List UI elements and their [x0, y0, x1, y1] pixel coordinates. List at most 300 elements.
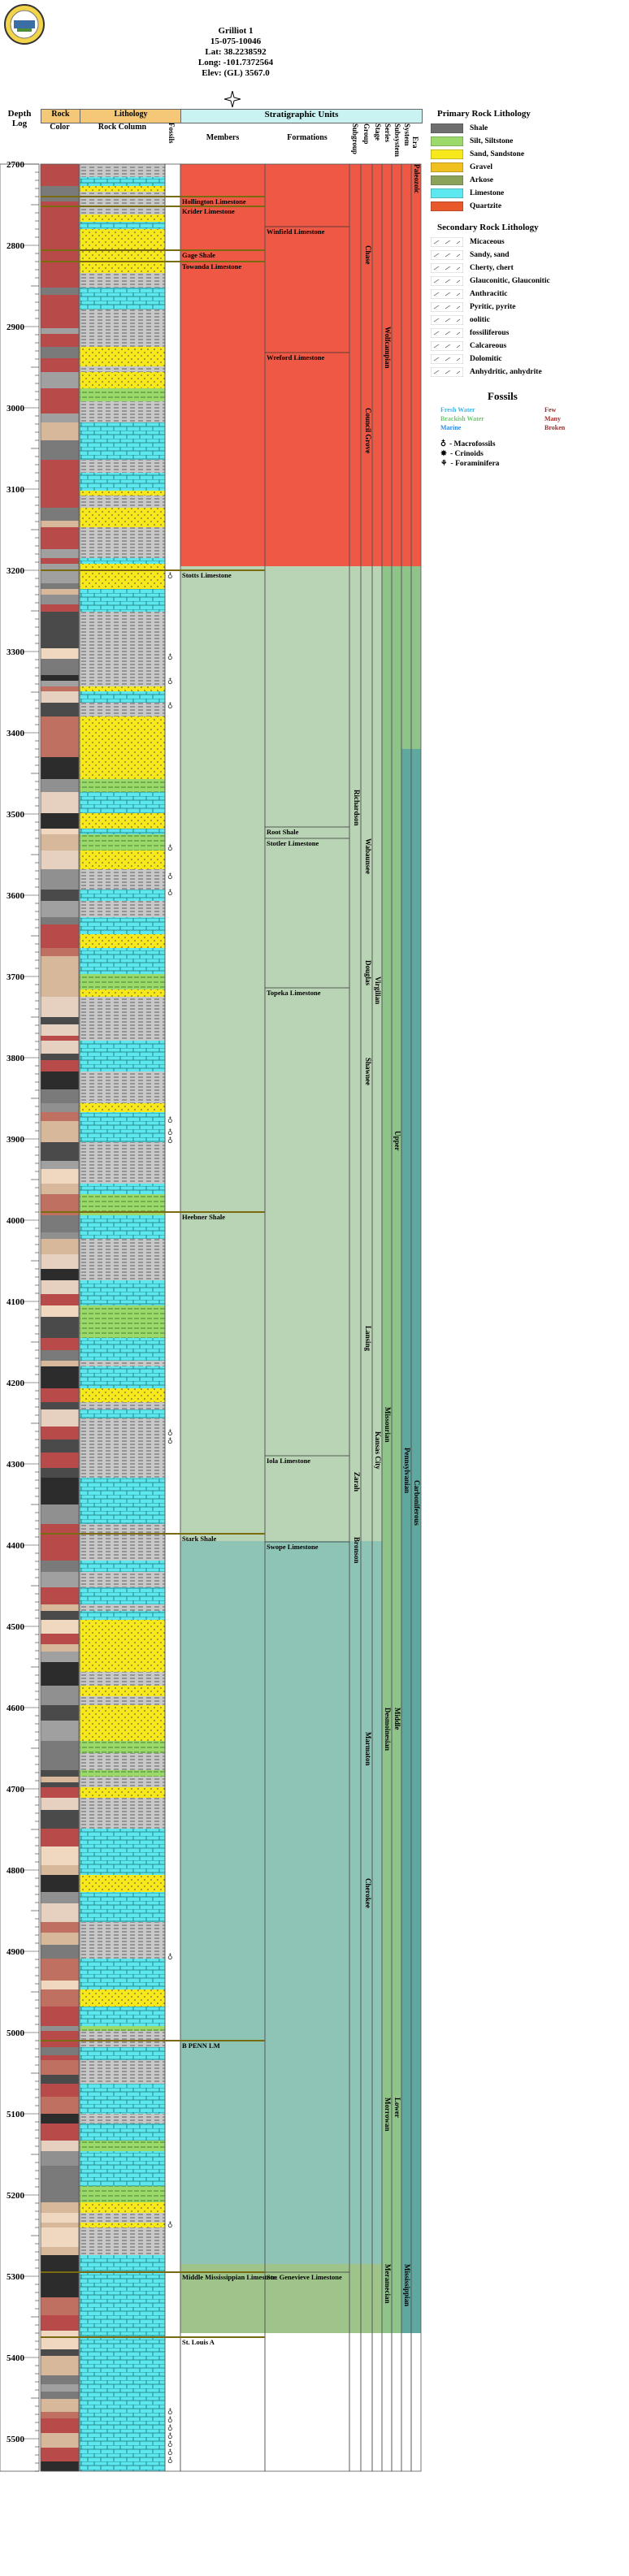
- lithology-band: [80, 2247, 165, 2255]
- rock-color-band: [41, 440, 79, 460]
- lithology-band: [80, 2384, 165, 2392]
- lithology-band: [80, 1644, 165, 1652]
- rock-color-band: [41, 1215, 79, 1232]
- rock-color-band: [41, 2166, 79, 2186]
- macrofossil-icon: ♁: [167, 2425, 173, 2433]
- depth-label: 5200: [7, 2191, 24, 2201]
- primary-legend-item: [431, 187, 626, 200]
- primary-legend-item: [431, 135, 626, 148]
- macrofossil-icon: ♁: [167, 2449, 173, 2457]
- rock-color-band: [41, 1644, 79, 1652]
- rock-color-band: [41, 1440, 79, 1453]
- secondary-lithology-swatch-icon: [431, 289, 463, 299]
- rock-color-band: [41, 496, 79, 508]
- lithology-band: [80, 2055, 165, 2060]
- rock-color-band: [41, 989, 79, 997]
- fossils-title: Fossils: [167, 123, 176, 144]
- rock-color-band: [41, 2349, 79, 2356]
- lithology-band: [80, 1017, 165, 1024]
- lithology-band: [80, 834, 165, 851]
- lithology-band: [80, 2007, 165, 2026]
- rock-color-band: [41, 1269, 79, 1280]
- column-frame: [165, 164, 180, 2471]
- rock-color-band: [41, 358, 79, 366]
- primary-legend-item: [431, 161, 626, 174]
- rock-color-band: [41, 1169, 79, 1184]
- depth-label: 3800: [7, 1054, 24, 1063]
- rock-color-band: [41, 2247, 79, 2255]
- rock-color-band: [41, 1672, 79, 1686]
- lithology-band: [80, 1402, 165, 1409]
- rock-color-band: [41, 2433, 79, 2448]
- lithology-band: [80, 1741, 165, 1753]
- lithology-band: [80, 1770, 165, 1777]
- lithology-band: [80, 589, 165, 595]
- lithology-band: [80, 757, 165, 779]
- secondary-lithology-swatch-icon: [431, 276, 463, 286]
- fossil-type-legend-item: [440, 455, 499, 470]
- rock-color-band: [41, 186, 79, 192]
- rock-color-band: [41, 288, 79, 295]
- vertical-unit-label: Council Grove: [364, 408, 372, 454]
- rock-color-band: [41, 2097, 79, 2114]
- rock-color-band: [41, 1024, 79, 1036]
- rock-color-band: [41, 813, 79, 829]
- color-title: Color: [50, 123, 70, 132]
- lithology-band: [80, 1269, 165, 1280]
- formation-label: Winfield Limestone: [267, 227, 325, 236]
- lithology-band: [80, 1041, 165, 1054]
- secondary-lithology-swatch-icon: [431, 341, 463, 351]
- rock-color-band: [41, 413, 79, 422]
- lithology-band: [80, 1829, 165, 1846]
- longitude: Long: -101.7372564: [197, 58, 274, 67]
- fluid-legend-label: Marine: [440, 424, 462, 431]
- depth-label: 5500: [7, 2435, 24, 2444]
- depth-label: 3300: [7, 647, 24, 657]
- depth-label: 4900: [7, 1947, 24, 1957]
- lithology-band: [80, 1945, 165, 1959]
- secondary-lithology-swatch-icon: [431, 250, 463, 260]
- lithology-band: [80, 310, 165, 328]
- depth-label: 4500: [7, 1622, 24, 1632]
- rock-color-band: [41, 1945, 79, 1959]
- rock-color-band: [41, 1810, 79, 1829]
- lithology-band: [80, 691, 165, 703]
- secondary-lithology-swatch-icon: [431, 263, 463, 273]
- macrofossil-icon: ♁: [167, 873, 173, 881]
- lithology-band: [80, 2331, 165, 2349]
- rock-color-band: [41, 829, 79, 834]
- rock-color-band: [41, 465, 79, 473]
- rock-color-band: [41, 2223, 79, 2227]
- lithology-band: [80, 675, 165, 681]
- depth-label: 3900: [7, 1135, 24, 1145]
- formations-title: Formations: [287, 133, 328, 142]
- rock-column-title: Rock Column: [98, 123, 147, 132]
- elevation: Elev: (GL) 3567.0: [202, 68, 270, 78]
- system-title: System: [403, 123, 411, 146]
- lithology-band: [80, 2448, 165, 2461]
- vertical-unit-label: Pennsylvanian: [403, 1448, 411, 1494]
- primary-legend-item: [431, 148, 626, 161]
- lithology-band: [80, 1933, 165, 1945]
- lithology-band: [80, 222, 165, 229]
- rock-color-band: [41, 2227, 79, 2247]
- lithology-band: [80, 496, 165, 508]
- lithology-band: [80, 948, 165, 956]
- rock-color-band: [41, 948, 79, 956]
- depth-label: 2800: [7, 241, 24, 251]
- rock-color-band: [41, 1232, 79, 1239]
- secondary-legend-item: [431, 314, 626, 327]
- lithology-band: [80, 186, 165, 192]
- vertical-unit-label: Paleozoic: [413, 164, 421, 193]
- rock-color-band: [41, 1366, 79, 1388]
- member-label: Stark Shale: [182, 1535, 217, 1543]
- lithology-band: [80, 164, 165, 177]
- subsystem-title: Subsystem: [393, 123, 401, 158]
- member-label: Krider Limestone: [182, 207, 235, 215]
- secondary-legend-item: [431, 236, 626, 249]
- vertical-unit-label: Meramecian: [384, 2264, 392, 2304]
- lithology-band: [80, 1142, 165, 1161]
- lithology-band: [80, 1903, 165, 1922]
- rock-color-band: [41, 1922, 79, 1933]
- subgroup-title: Subgroup: [351, 123, 359, 154]
- fossil-symbol-icon: ♁: [440, 440, 446, 448]
- primary-legend-label: Quartzite: [470, 202, 502, 210]
- rock-color-band: [41, 1696, 79, 1705]
- formation-label: Swope Limestone: [267, 1543, 319, 1551]
- lithology-band: [80, 974, 165, 989]
- macrofossil-icon: ♁: [167, 654, 173, 662]
- macrofossil-icon: ♁: [167, 573, 173, 581]
- lithology-band: [80, 2399, 165, 2412]
- rock-color-band: [41, 1782, 79, 1787]
- depth-label: 3000: [7, 404, 24, 413]
- lithology-band: [80, 508, 165, 521]
- rock-color-band: [41, 347, 79, 358]
- lithology-band: [80, 1500, 165, 1504]
- macrofossil-icon: ♁: [167, 890, 173, 898]
- lithology-band: [80, 2255, 165, 2270]
- lithology-band: [80, 1810, 165, 1829]
- rock-color-band: [41, 1161, 79, 1169]
- lithology-band: [80, 549, 165, 558]
- lithology-band: [80, 1753, 165, 1770]
- lithology-band: [80, 1587, 165, 1604]
- lithology-band: [80, 851, 165, 869]
- rock-color-band: [41, 1478, 79, 1500]
- rock-color-band: [41, 273, 79, 288]
- rock-color-band: [41, 2151, 79, 2166]
- rock-color-band: [41, 2297, 79, 2315]
- lithology-band: [80, 347, 165, 358]
- lithology-band: [80, 1453, 165, 1468]
- rock-color-band: [41, 2412, 79, 2418]
- macrofossil-icon: ♁: [167, 2457, 173, 2466]
- rock-color-band: [41, 2461, 79, 2471]
- lithology-band: [80, 997, 165, 1017]
- lithology-band: [80, 1989, 165, 2007]
- rock-color-band: [41, 997, 79, 1017]
- lithology-band: [80, 901, 165, 917]
- rock-color-band: [41, 2202, 79, 2213]
- lithology-band: [80, 659, 165, 675]
- lithology-band: [80, 2356, 165, 2368]
- rock-color-band: [41, 2114, 79, 2124]
- rock-color-band: [41, 1409, 79, 1418]
- lithology-band: [80, 681, 165, 686]
- lithology-band: [80, 737, 165, 757]
- rock-color-band: [41, 214, 79, 222]
- lithology-swatch-icon: [431, 136, 463, 146]
- rock-color-band: [41, 1239, 79, 1254]
- lithology-band: [80, 1350, 165, 1361]
- primary-legend-label: Arkose: [470, 176, 494, 184]
- rock-color-band: [41, 1072, 79, 1089]
- rock-color-band: [41, 229, 79, 251]
- lithology-band: [80, 372, 165, 388]
- lithology-band: [80, 1611, 165, 1620]
- vertical-unit-label: Richardson: [353, 790, 361, 826]
- lithology-band: [80, 2047, 165, 2055]
- lithology-band: [80, 1388, 165, 1402]
- rock-color-band: [41, 558, 79, 564]
- lithology-band: [80, 366, 165, 372]
- rock-color-band: [41, 2055, 79, 2060]
- depth-label: 5100: [7, 2110, 24, 2119]
- depth-label: 4100: [7, 1297, 24, 1307]
- lithology-band: [80, 460, 165, 465]
- depth-label: 4700: [7, 1785, 24, 1795]
- member-label: Towanda Limestone: [182, 262, 242, 271]
- rock-color-band: [41, 2007, 79, 2026]
- lithology-band: [80, 295, 165, 310]
- secondary-lithology-swatch-icon: [431, 367, 463, 377]
- abundance-legend-label: Few: [544, 406, 557, 413]
- primary-legend-item: [431, 174, 626, 187]
- lithology-band: [80, 1089, 165, 1103]
- lithology-band: [80, 1798, 165, 1810]
- depth-label: 4300: [7, 1460, 24, 1470]
- lithology-band: [80, 1440, 165, 1453]
- rock-color-band: [41, 1981, 79, 1989]
- secondary-legend-label: oolitic: [470, 316, 490, 324]
- lithology-band: [80, 792, 165, 813]
- rock-color-band: [41, 295, 79, 310]
- macrofossil-icon: ♁: [167, 1954, 173, 1962]
- vertical-unit-label: Middle: [393, 1708, 401, 1730]
- secondary-legend-label: Anhydritic, anhydrite: [470, 368, 542, 376]
- vertical-unit-label: Carboniferous: [413, 1480, 421, 1526]
- latitude: Lat: 38.2238592: [205, 47, 267, 57]
- rock-color-band: [41, 1865, 79, 1875]
- lithology-band: [80, 1215, 165, 1232]
- rock-color-band: [41, 1184, 79, 1194]
- rock-color-band: [41, 2384, 79, 2392]
- rock-color-band: [41, 1036, 79, 1041]
- rock-color-band: [41, 2315, 79, 2331]
- fluid-legend-label: Brackish Water: [440, 415, 484, 422]
- rock-color-band: [41, 2124, 79, 2141]
- depth-label: 4600: [7, 1704, 24, 1713]
- depth-title: Depth: [7, 109, 32, 119]
- rock-color-band: [41, 1634, 79, 1644]
- member-label: St. Louis A: [182, 2338, 215, 2346]
- lithology-band: [80, 1239, 165, 1254]
- secondary-legend-label: Calcareous: [470, 342, 507, 350]
- lithology-band: [80, 413, 165, 422]
- rock-color-band: [41, 2399, 79, 2412]
- primary-legend-title: Primary Rock Lithology: [437, 109, 531, 119]
- secondary-legend-label: Cherty, chert: [470, 264, 514, 272]
- depth-label: 3600: [7, 891, 24, 901]
- lithology-band: [80, 1981, 165, 1989]
- formation-label: Ste. Genevieve Limestone: [267, 2273, 342, 2281]
- rock-color-band: [41, 177, 79, 186]
- lithology-swatch-icon: [431, 188, 463, 198]
- lithology-band: [80, 2075, 165, 2084]
- secondary-legend-item: [431, 340, 626, 353]
- rock-color-band: [41, 834, 79, 851]
- lithology-title: Lithology: [114, 110, 148, 119]
- macrofossil-icon: ♁: [167, 2433, 173, 2441]
- rock-color-band: [41, 222, 79, 229]
- lithology-band: [80, 934, 165, 948]
- rock-color-band: [41, 1652, 79, 1662]
- lithology-band: [80, 1782, 165, 1787]
- vertical-unit-label: Bronson: [353, 1537, 361, 1564]
- rock-color-band: [41, 1798, 79, 1810]
- depth-label: 3500: [7, 810, 24, 820]
- lithology-band: [80, 2026, 165, 2031]
- lithology-band: [80, 2375, 165, 2384]
- lithology-band: [80, 1054, 165, 1060]
- rock-color-band: [41, 2375, 79, 2384]
- lithology-band: [80, 2418, 165, 2426]
- lithology-band: [80, 1892, 165, 1903]
- lithology-band: [80, 1721, 165, 1741]
- rock-color-band: [41, 2426, 79, 2433]
- lithology-band: [80, 2084, 165, 2097]
- lithology-band: [80, 1254, 165, 1269]
- lithology-band: [80, 1169, 165, 1184]
- macrofossil-icon: ♁: [167, 2417, 173, 2425]
- macrofossil-icon: ♁: [167, 2222, 173, 2230]
- lithology-band: [80, 717, 165, 737]
- vertical-unit-label: Chase: [364, 245, 372, 265]
- lithology-band: [80, 2031, 165, 2047]
- depth-label: 2700: [7, 160, 24, 170]
- rock-color-band: [41, 717, 79, 737]
- rock-color-band: [41, 366, 79, 372]
- rock-color-band: [41, 1705, 79, 1721]
- log-title: Log: [11, 119, 28, 128]
- rock-color-band: [41, 1427, 79, 1440]
- vertical-unit-label: Shawnee: [364, 1058, 372, 1086]
- rock-color-band: [41, 630, 79, 648]
- depth-label: 3200: [7, 566, 24, 576]
- lithology-band: [80, 2141, 165, 2151]
- lithology-band: [80, 1504, 165, 1524]
- rock-color-band: [41, 401, 79, 413]
- lithology-band: [80, 1418, 165, 1427]
- lithology-band: [80, 1036, 165, 1041]
- rock-color-band: [41, 1041, 79, 1054]
- lithology-band: [80, 558, 165, 564]
- lithology-band: [80, 2227, 165, 2247]
- rock-color-band: [41, 583, 79, 589]
- vertical-unit-label: Wolfcampian: [384, 327, 392, 369]
- rock-color-band: [41, 2356, 79, 2368]
- rock-color-band: [41, 604, 79, 612]
- rock-color-band: [41, 1142, 79, 1161]
- rock-color-band: [41, 1317, 79, 1338]
- rock-color-band: [41, 1620, 79, 1634]
- rock-color-band: [41, 1662, 79, 1672]
- rock-color-band: [41, 1294, 79, 1305]
- lithology-band: [80, 1572, 165, 1587]
- depth-label: 5400: [7, 2353, 24, 2363]
- vertical-unit-label: Kansas City: [374, 1431, 382, 1470]
- rock-color-band: [41, 1254, 79, 1269]
- vertical-unit-label: Desmoinesian: [384, 1708, 392, 1751]
- rock-color-band: [41, 2084, 79, 2097]
- lithology-band: [80, 288, 165, 295]
- rock-color-band: [41, 1989, 79, 2007]
- rock-color-band: [41, 460, 79, 465]
- rock-color-band: [41, 1060, 79, 1072]
- lithology-band: [80, 595, 165, 604]
- rock-color-band: [41, 612, 79, 617]
- secondary-legend-item: [431, 275, 626, 288]
- lithology-band: [80, 328, 165, 334]
- rock-color-band: [41, 2060, 79, 2075]
- lithology-band: [80, 1024, 165, 1036]
- legend: [431, 109, 626, 468]
- formation-label: Root Shale: [267, 828, 299, 836]
- fossil-symbol-icon: ⚘: [440, 460, 448, 468]
- depth-label: 3100: [7, 485, 24, 495]
- rock-color-band: [41, 2270, 79, 2279]
- lithology-band: [80, 917, 165, 924]
- secondary-lithology-swatch-icon: [431, 237, 463, 247]
- lithology-band: [80, 2202, 165, 2213]
- vertical-unit-label: Virgilian: [374, 976, 382, 1005]
- rock-color-band: [41, 334, 79, 347]
- depth-label: 4000: [7, 1216, 24, 1226]
- rock-color-band: [41, 648, 79, 659]
- lithology-band: [80, 1634, 165, 1644]
- column-frame: [0, 164, 39, 2471]
- rock-color-band: [41, 1504, 79, 1524]
- rock-color-band: [41, 201, 79, 214]
- lithology-band: [80, 1561, 165, 1572]
- lithology-band: [80, 1338, 165, 1350]
- lithology-band: [80, 1112, 165, 1121]
- rock-color-band: [41, 2075, 79, 2084]
- primary-legend-label: Silt, Siltstone: [470, 137, 514, 145]
- rock-title: Rock: [51, 110, 70, 119]
- fossil-symbol-icon: ✸: [440, 450, 447, 458]
- rock-color-band: [41, 779, 79, 792]
- lithology-band: [80, 527, 165, 532]
- lithology-band: [80, 1184, 165, 1194]
- lithology-band: [80, 2315, 165, 2331]
- rock-color-band: [41, 1500, 79, 1504]
